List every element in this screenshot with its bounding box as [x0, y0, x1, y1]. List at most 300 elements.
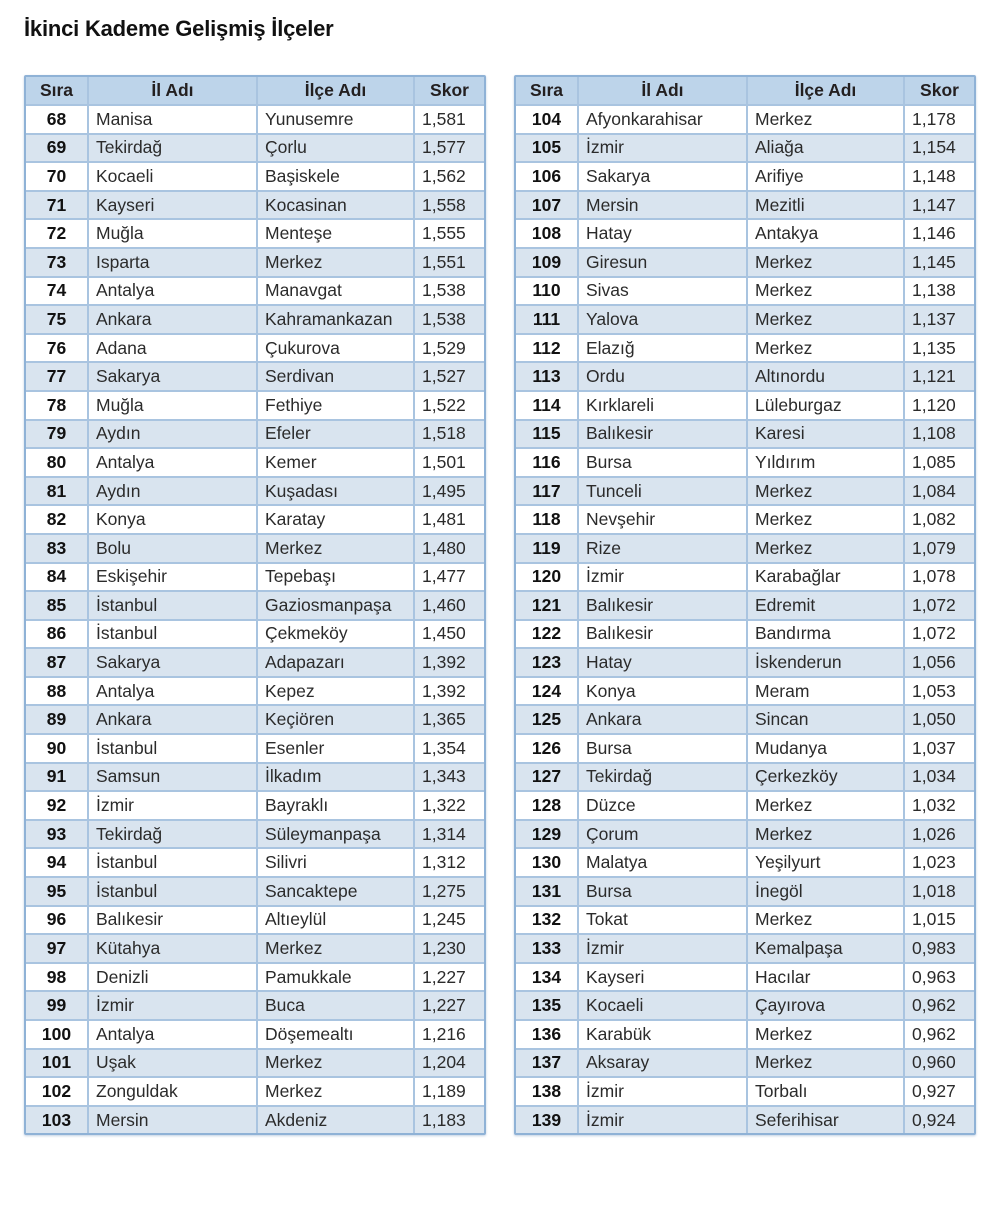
table-row [26, 191, 484, 220]
rank-cell: 112 [516, 334, 578, 363]
province-cell: Malatya [578, 848, 747, 877]
score-cell: 1,183 [414, 1106, 484, 1134]
district-cell: Merkez [747, 105, 904, 134]
rank-cell: 71 [26, 191, 88, 220]
rank-cell: 94 [26, 848, 88, 877]
table-row [26, 277, 484, 306]
score-cell: 0,963 [904, 963, 974, 992]
table-row [26, 877, 484, 906]
province-cell: Ankara [88, 305, 257, 334]
province-cell: Bursa [578, 877, 747, 906]
district-cell: Merkez [747, 334, 904, 363]
table-body [516, 105, 974, 1133]
province-cell: İzmir [578, 563, 747, 592]
district-cell: Keçiören [257, 705, 414, 734]
province-cell: Aydın [88, 477, 257, 506]
table-row [516, 248, 974, 277]
table-row [516, 877, 974, 906]
score-cell: 1,023 [904, 848, 974, 877]
rank-cell: 136 [516, 1020, 578, 1049]
score-cell: 1,227 [414, 963, 484, 992]
score-cell: 1,551 [414, 248, 484, 277]
table-row [516, 1077, 974, 1106]
score-cell: 1,343 [414, 763, 484, 792]
column-header-province: İl Adı [88, 77, 257, 105]
province-cell: Bursa [578, 734, 747, 763]
province-cell: Çorum [578, 820, 747, 849]
score-cell: 1,018 [904, 877, 974, 906]
table-row [516, 362, 974, 391]
district-cell: Manavgat [257, 277, 414, 306]
score-cell: 0,960 [904, 1049, 974, 1078]
table-body [26, 105, 484, 1133]
province-cell: İzmir [88, 791, 257, 820]
rank-cell: 133 [516, 934, 578, 963]
score-cell: 1,056 [904, 648, 974, 677]
province-cell: Denizli [88, 963, 257, 992]
district-cell: Döşemealtı [257, 1020, 414, 1049]
score-cell: 1,121 [904, 362, 974, 391]
score-cell: 0,962 [904, 991, 974, 1020]
district-cell: Çerkezköy [747, 763, 904, 792]
table-row [26, 1106, 484, 1134]
table-row [26, 848, 484, 877]
table-row [26, 305, 484, 334]
province-cell: Samsun [88, 763, 257, 792]
table-row [516, 820, 974, 849]
table-row [26, 820, 484, 849]
district-cell: Tepebaşı [257, 563, 414, 592]
rank-cell: 105 [516, 134, 578, 163]
district-cell: Kemer [257, 448, 414, 477]
rank-cell: 116 [516, 448, 578, 477]
district-cell: Altıeylül [257, 906, 414, 935]
score-cell: 0,927 [904, 1077, 974, 1106]
table-row [26, 162, 484, 191]
province-cell: Hatay [578, 219, 747, 248]
district-cell: Merkez [747, 906, 904, 935]
table-row [26, 477, 484, 506]
district-cell: Karabağlar [747, 563, 904, 592]
province-cell: İstanbul [88, 848, 257, 877]
district-cell: Gaziosmanpaşa [257, 591, 414, 620]
district-cell: Kahramankazan [257, 305, 414, 334]
column-header-rank: Sıra [516, 77, 578, 105]
score-cell: 1,120 [904, 391, 974, 420]
province-cell: Tokat [578, 906, 747, 935]
score-cell: 1,082 [904, 505, 974, 534]
rank-cell: 77 [26, 362, 88, 391]
rank-cell: 132 [516, 906, 578, 935]
table-row [516, 191, 974, 220]
table-row [26, 791, 484, 820]
score-cell: 1,314 [414, 820, 484, 849]
rank-cell: 113 [516, 362, 578, 391]
rank-cell: 92 [26, 791, 88, 820]
province-cell: Konya [88, 505, 257, 534]
table-row [26, 448, 484, 477]
column-header-score: Skor [414, 77, 484, 105]
province-cell: İzmir [578, 1077, 747, 1106]
score-cell: 1,050 [904, 705, 974, 734]
rank-cell: 137 [516, 1049, 578, 1078]
table-row [26, 420, 484, 449]
province-cell: Giresun [578, 248, 747, 277]
district-cell: Çekmeköy [257, 620, 414, 649]
province-cell: İzmir [88, 991, 257, 1020]
table-row [516, 477, 974, 506]
rank-cell: 138 [516, 1077, 578, 1106]
district-cell: Merkez [747, 477, 904, 506]
province-cell: Manisa [88, 105, 257, 134]
table-row [26, 334, 484, 363]
column-header-district: İlçe Adı [257, 77, 414, 105]
score-cell: 1,072 [904, 620, 974, 649]
score-cell: 1,230 [414, 934, 484, 963]
rank-cell: 110 [516, 277, 578, 306]
district-cell: Silivri [257, 848, 414, 877]
province-cell: Kayseri [88, 191, 257, 220]
rank-cell: 97 [26, 934, 88, 963]
rank-cell: 80 [26, 448, 88, 477]
province-cell: Bursa [578, 448, 747, 477]
table-row [516, 591, 974, 620]
score-cell: 1,450 [414, 620, 484, 649]
score-cell: 1,216 [414, 1020, 484, 1049]
district-cell: İskenderun [747, 648, 904, 677]
ranking-table-left [24, 75, 486, 1135]
score-cell: 1,146 [904, 219, 974, 248]
rank-cell: 106 [516, 162, 578, 191]
table-row [26, 248, 484, 277]
province-cell: Konya [578, 677, 747, 706]
score-cell: 1,037 [904, 734, 974, 763]
rank-cell: 90 [26, 734, 88, 763]
district-cell: Çorlu [257, 134, 414, 163]
table-header-row [26, 77, 484, 105]
rank-cell: 91 [26, 763, 88, 792]
rank-cell: 100 [26, 1020, 88, 1049]
rank-cell: 124 [516, 677, 578, 706]
score-cell: 1,032 [904, 791, 974, 820]
province-cell: Bolu [88, 534, 257, 563]
score-cell: 0,924 [904, 1106, 974, 1134]
province-cell: Sivas [578, 277, 747, 306]
score-cell: 1,147 [904, 191, 974, 220]
score-cell: 1,354 [414, 734, 484, 763]
table-row [516, 505, 974, 534]
rank-cell: 139 [516, 1106, 578, 1134]
rank-cell: 79 [26, 420, 88, 449]
province-cell: İstanbul [88, 734, 257, 763]
rank-cell: 104 [516, 105, 578, 134]
province-cell: Tekirdağ [578, 763, 747, 792]
ranking-table [516, 77, 974, 1133]
province-cell: Kocaeli [578, 991, 747, 1020]
rank-cell: 98 [26, 963, 88, 992]
table-row [26, 677, 484, 706]
score-cell: 1,518 [414, 420, 484, 449]
district-cell: Adapazarı [257, 648, 414, 677]
score-cell: 1,079 [904, 534, 974, 563]
district-cell: Menteşe [257, 219, 414, 248]
rank-cell: 119 [516, 534, 578, 563]
district-cell: Akdeniz [257, 1106, 414, 1134]
score-cell: 1,148 [904, 162, 974, 191]
district-cell: Başiskele [257, 162, 414, 191]
rank-cell: 102 [26, 1077, 88, 1106]
district-cell: Karesi [747, 420, 904, 449]
table-row [516, 420, 974, 449]
rank-cell: 88 [26, 677, 88, 706]
province-cell: Sakarya [88, 648, 257, 677]
table-row [516, 848, 974, 877]
score-cell: 1,053 [904, 677, 974, 706]
score-cell: 1,501 [414, 448, 484, 477]
province-cell: Ankara [88, 705, 257, 734]
rank-cell: 126 [516, 734, 578, 763]
province-cell: Kütahya [88, 934, 257, 963]
district-cell: Merkez [747, 277, 904, 306]
rank-cell: 68 [26, 105, 88, 134]
province-cell: Mersin [578, 191, 747, 220]
district-cell: İlkadım [257, 763, 414, 792]
province-cell: Sakarya [88, 362, 257, 391]
district-cell: Torbalı [747, 1077, 904, 1106]
district-cell: Kocasinan [257, 191, 414, 220]
rank-cell: 96 [26, 906, 88, 935]
province-cell: Antalya [88, 277, 257, 306]
province-cell: Muğla [88, 219, 257, 248]
score-cell: 1,322 [414, 791, 484, 820]
table-row [26, 505, 484, 534]
rank-cell: 75 [26, 305, 88, 334]
score-cell: 1,538 [414, 277, 484, 306]
province-cell: Balıkesir [88, 906, 257, 935]
rank-cell: 128 [516, 791, 578, 820]
province-cell: Sakarya [578, 162, 747, 191]
ranking-table-right [514, 75, 976, 1135]
table-row [516, 334, 974, 363]
table-row [516, 963, 974, 992]
score-cell: 1,558 [414, 191, 484, 220]
rank-cell: 114 [516, 391, 578, 420]
district-cell: Merkez [747, 1020, 904, 1049]
column-header-province: İl Adı [578, 77, 747, 105]
province-cell: Kırklareli [578, 391, 747, 420]
score-cell: 1,138 [904, 277, 974, 306]
table-row [26, 391, 484, 420]
table-row [26, 734, 484, 763]
rank-cell: 125 [516, 705, 578, 734]
district-cell: Karatay [257, 505, 414, 534]
province-cell: Nevşehir [578, 505, 747, 534]
table-row [516, 648, 974, 677]
score-cell: 1,178 [904, 105, 974, 134]
district-cell: Sancaktepe [257, 877, 414, 906]
rank-cell: 129 [516, 820, 578, 849]
column-header-rank: Sıra [26, 77, 88, 105]
score-cell: 1,538 [414, 305, 484, 334]
rank-cell: 103 [26, 1106, 88, 1134]
province-cell: Rize [578, 534, 747, 563]
score-cell: 1,204 [414, 1049, 484, 1078]
table-row [516, 791, 974, 820]
district-cell: Altınordu [747, 362, 904, 391]
score-cell: 1,072 [904, 591, 974, 620]
rank-cell: 86 [26, 620, 88, 649]
rank-cell: 127 [516, 763, 578, 792]
table-row [516, 934, 974, 963]
district-cell: Meram [747, 677, 904, 706]
district-cell: Merkez [257, 534, 414, 563]
district-cell: Fethiye [257, 391, 414, 420]
province-cell: Kocaeli [88, 162, 257, 191]
province-cell: Yalova [578, 305, 747, 334]
table-row [516, 705, 974, 734]
score-cell: 1,555 [414, 219, 484, 248]
score-cell: 1,034 [904, 763, 974, 792]
table-row [516, 134, 974, 163]
district-cell: Merkez [257, 1077, 414, 1106]
district-cell: Seferihisar [747, 1106, 904, 1134]
table-row [26, 620, 484, 649]
table-row [516, 1020, 974, 1049]
score-cell: 1,365 [414, 705, 484, 734]
rank-cell: 73 [26, 248, 88, 277]
table-row [516, 448, 974, 477]
district-cell: Kepez [257, 677, 414, 706]
district-cell: Merkez [747, 305, 904, 334]
table-row [26, 934, 484, 963]
table-row [516, 1106, 974, 1134]
rank-cell: 70 [26, 162, 88, 191]
score-cell: 1,527 [414, 362, 484, 391]
province-cell: Karabük [578, 1020, 747, 1049]
district-cell: Bandırma [747, 620, 904, 649]
rank-cell: 85 [26, 591, 88, 620]
table-row [516, 991, 974, 1020]
district-cell: Çukurova [257, 334, 414, 363]
rank-cell: 101 [26, 1049, 88, 1078]
district-cell: Bayraklı [257, 791, 414, 820]
province-cell: Tunceli [578, 477, 747, 506]
score-cell: 1,562 [414, 162, 484, 191]
score-cell: 1,275 [414, 877, 484, 906]
score-cell: 1,135 [904, 334, 974, 363]
rank-cell: 72 [26, 219, 88, 248]
district-cell: Kemalpaşa [747, 934, 904, 963]
province-cell: Isparta [88, 248, 257, 277]
rank-cell: 108 [516, 219, 578, 248]
province-cell: İzmir [578, 934, 747, 963]
score-cell: 1,085 [904, 448, 974, 477]
table-row [26, 1020, 484, 1049]
district-cell: Antakya [747, 219, 904, 248]
province-cell: Mersin [88, 1106, 257, 1134]
district-cell: Lüleburgaz [747, 391, 904, 420]
province-cell: İzmir [578, 134, 747, 163]
rank-cell: 107 [516, 191, 578, 220]
score-cell: 1,529 [414, 334, 484, 363]
score-cell: 1,312 [414, 848, 484, 877]
district-cell: Merkez [747, 820, 904, 849]
rank-cell: 74 [26, 277, 88, 306]
table-row [26, 362, 484, 391]
rank-cell: 99 [26, 991, 88, 1020]
score-cell: 1,154 [904, 134, 974, 163]
province-cell: İstanbul [88, 877, 257, 906]
rank-cell: 109 [516, 248, 578, 277]
province-cell: Antalya [88, 448, 257, 477]
table-row [516, 677, 974, 706]
score-cell: 1,189 [414, 1077, 484, 1106]
score-cell: 1,137 [904, 305, 974, 334]
score-cell: 1,480 [414, 534, 484, 563]
province-cell: İzmir [578, 1106, 747, 1134]
score-cell: 1,084 [904, 477, 974, 506]
table-row [516, 620, 974, 649]
province-cell: Tekirdağ [88, 820, 257, 849]
district-cell: Merkez [747, 505, 904, 534]
rank-cell: 115 [516, 420, 578, 449]
score-cell: 1,495 [414, 477, 484, 506]
score-cell: 1,477 [414, 563, 484, 592]
table-row [26, 763, 484, 792]
rank-cell: 117 [516, 477, 578, 506]
score-cell: 1,108 [904, 420, 974, 449]
table-row [516, 391, 974, 420]
district-cell: Merkez [747, 248, 904, 277]
score-cell: 0,983 [904, 934, 974, 963]
table-row [516, 305, 974, 334]
table-row [26, 963, 484, 992]
rank-cell: 84 [26, 563, 88, 592]
table-row [26, 1049, 484, 1078]
table-header-row [516, 77, 974, 105]
table-row [516, 105, 974, 134]
table-row [26, 563, 484, 592]
score-cell: 1,577 [414, 134, 484, 163]
table-row [26, 906, 484, 935]
province-cell: İstanbul [88, 620, 257, 649]
district-cell: Merkez [257, 1049, 414, 1078]
district-cell: Serdivan [257, 362, 414, 391]
district-cell: Buca [257, 991, 414, 1020]
score-cell: 1,015 [904, 906, 974, 935]
province-cell: Elazığ [578, 334, 747, 363]
rank-cell: 95 [26, 877, 88, 906]
table-row [516, 734, 974, 763]
rank-cell: 134 [516, 963, 578, 992]
table-row [516, 219, 974, 248]
table-row [26, 534, 484, 563]
table-row [516, 162, 974, 191]
rank-cell: 130 [516, 848, 578, 877]
district-cell: Merkez [747, 791, 904, 820]
province-cell: Eskişehir [88, 563, 257, 592]
table-row [516, 277, 974, 306]
province-cell: Antalya [88, 677, 257, 706]
score-cell: 1,026 [904, 820, 974, 849]
district-cell: Merkez [257, 248, 414, 277]
rank-cell: 78 [26, 391, 88, 420]
table-row [516, 763, 974, 792]
district-cell: Mezitli [747, 191, 904, 220]
rank-cell: 118 [516, 505, 578, 534]
table-row [26, 591, 484, 620]
rank-cell: 76 [26, 334, 88, 363]
